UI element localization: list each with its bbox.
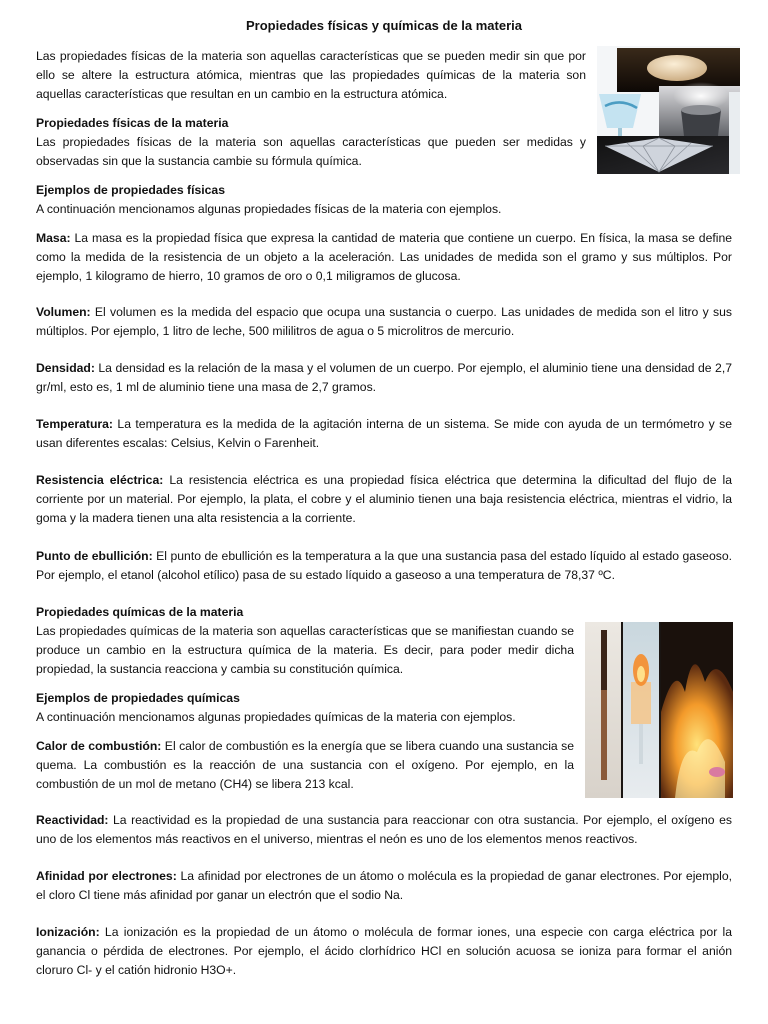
property-densidad (36, 359, 732, 397)
intro-paragraph: Las propiedades físicas de la materia son aquellas características que se pueden medir sin que por ello se altere la estructura atómica, mientras que las propiedades químicas de la materia son aquellas características que resultan en un cambio en la estructura atómica. (36, 49, 586, 101)
term-resistencia: Resistencia eléctrica: (36, 473, 164, 487)
property-ionizacion (36, 923, 732, 980)
water-glass-icon (599, 94, 641, 128)
section-physical-text: Las propiedades físicas de la materia son aquellas características que pueden ser medidas y observadas sin que la sustancia cambie su fórmula química. (36, 135, 586, 168)
soap-bar-icon (647, 55, 707, 81)
term-temperatura: Temperatura: (36, 417, 113, 431)
section-physical (36, 114, 586, 171)
desc-ebullicion: El punto de ebullición es la temperatura a la que una sustancia pasa del estado líquido al estado gaseoso. Por ejemplo, el etanol (alcohol etílico) pasa de su estado líquido a gaseoso a una temperatura de 78,37 ºC. (36, 549, 732, 582)
chemical-examples-text: A continuación mencionamos algunas propiedades químicas de la materia con ejemplos. (36, 710, 516, 724)
term-masa: Masa: (36, 231, 71, 245)
chemical-collage-svg (585, 622, 733, 798)
page-title: Propiedades físicas y químicas de la materia (245, 18, 522, 33)
term-ebullicion: Punto de ebullición: (36, 549, 153, 563)
glass-stem-chem (639, 724, 643, 764)
desc-resistencia: La resistencia eléctrica es una propiedad física eléctrica que determina la dificultad del flujo de la corriente por un material. Por ejemplo, la plata, el cobre y el aluminio tienen una baja resistencia eléctrica, mientras el vidrio, la goma y la madera tienen una alta resistencia a la corriente. (36, 473, 733, 525)
physical-collage-svg (597, 46, 740, 174)
desc-volumen: El volumen es la medida del espacio que ocupa una sustancia o cuerpo. Las unidades de medida son el litro y sus múltiplos. Por ejemplo, 1 litro de leche, 500 mililitros de agua o 5 microlitros de mercurio. (36, 305, 732, 338)
chemical-examples-heading: Ejemplos de propiedades químicas (36, 691, 240, 705)
desc-densidad: La densidad es la relación de la masa y el volumen de un cuerpo. Por ejemplo, el aluminio tiene una densidad de 2,7 gr/ml, esto es, 1 ml de aluminio tiene una masa de 2,7 gramos. (36, 361, 732, 394)
desc-reactividad: La reactividad es la propiedad de una sustancia para reaccionar con otra sustancia. Por ejemplo, el oxígeno es uno de los elementos más reactivos en el universo, mientras el neón es uno de los elementos menos reactivos. (36, 813, 732, 846)
section-physical-examples (36, 181, 732, 219)
desc-combustion: El calor de combustión es la energía que se libera cuando una sustancia se quema. La combustión es la reacción de una sustancia con el oxígeno. Por ejemplo, en la combustión de un mol de metano (CH4) se libera 213 kcal. (36, 739, 574, 791)
section-chemical (36, 603, 574, 679)
term-volumen: Volumen: (36, 305, 91, 319)
glass-flame-core (637, 666, 645, 682)
term-combustion: Calor de combustión: (36, 739, 162, 753)
fire-ember (709, 767, 725, 777)
desc-masa: La masa es la propiedad física que expresa la cantidad de materia que contiene un cuerpo. En física, la masa se define como la medida de la resistencia de un objeto a la aceleración. Las unidades de medida son el gramo y sus múltiplos. Por ejemplo, 1 kilogramo de hierro, 10 gramos de oro o 0,1 miligramos de glucosa. (36, 231, 732, 283)
collage-edge (729, 92, 740, 174)
property-volumen (36, 303, 732, 341)
section-physical-heading: Propiedades físicas de la materia (36, 116, 229, 130)
term-afinidad: Afinidad por electrones: (36, 869, 177, 883)
term-ionizacion: Ionización: (36, 925, 100, 939)
flaming-glass-icon (631, 682, 651, 724)
pot-rim (681, 105, 721, 115)
property-reactividad (36, 811, 732, 849)
match-char (601, 630, 607, 690)
property-afinidad (36, 867, 732, 905)
section-chemical-examples (36, 689, 574, 727)
property-temperatura (36, 415, 732, 453)
term-reactividad: Reactividad: (36, 813, 109, 827)
chemical-properties-collage (585, 622, 733, 798)
section-chemical-heading: Propiedades químicas de la materia (36, 605, 244, 619)
property-ebullicion (36, 547, 732, 585)
physical-examples-heading: Ejemplos de propiedades físicas (36, 183, 225, 197)
desc-ionizacion: La ionización es la propiedad de un átomo o molécula de formar iones, una especie con carga eléctrica por la ganancia o pérdida de electrones. Por ejemplo, el ácido clorhídrico HCl en solución acuosa se ioniza para formar el anión cloruro Cl- y el catión hidronio H3O+. (36, 925, 732, 977)
desc-afinidad: La afinidad por electrones de un átomo o molécula es la propiedad de ganar electrones. Por ejemplo, el cloro Cl tiene más afinidad por ganar un electrón que el sodio Na. (36, 869, 732, 902)
property-masa (36, 229, 732, 286)
desc-temperatura: La temperatura es la medida de la agitación interna de un sistema. Se mide con ayuda de un termómetro y se usan diferentes escalas: Celsius, Kelvin o Farenheit. (36, 417, 732, 450)
section-chemical-text: Las propiedades químicas de la materia son aquellas características que se manifiestan cuando se produce un cambio en la estructura química de la materia. Es decir, para poder medir dicha propiedad, la sustancia reacciona y cambia su constitución química. (36, 624, 574, 676)
property-resistencia (36, 471, 732, 528)
physical-properties-collage (597, 46, 740, 174)
term-densidad: Densidad: (36, 361, 95, 375)
physical-examples-text: A continuación mencionamos algunas propiedades físicas de la materia con ejemplos. (36, 202, 502, 216)
property-combustion (36, 737, 574, 794)
